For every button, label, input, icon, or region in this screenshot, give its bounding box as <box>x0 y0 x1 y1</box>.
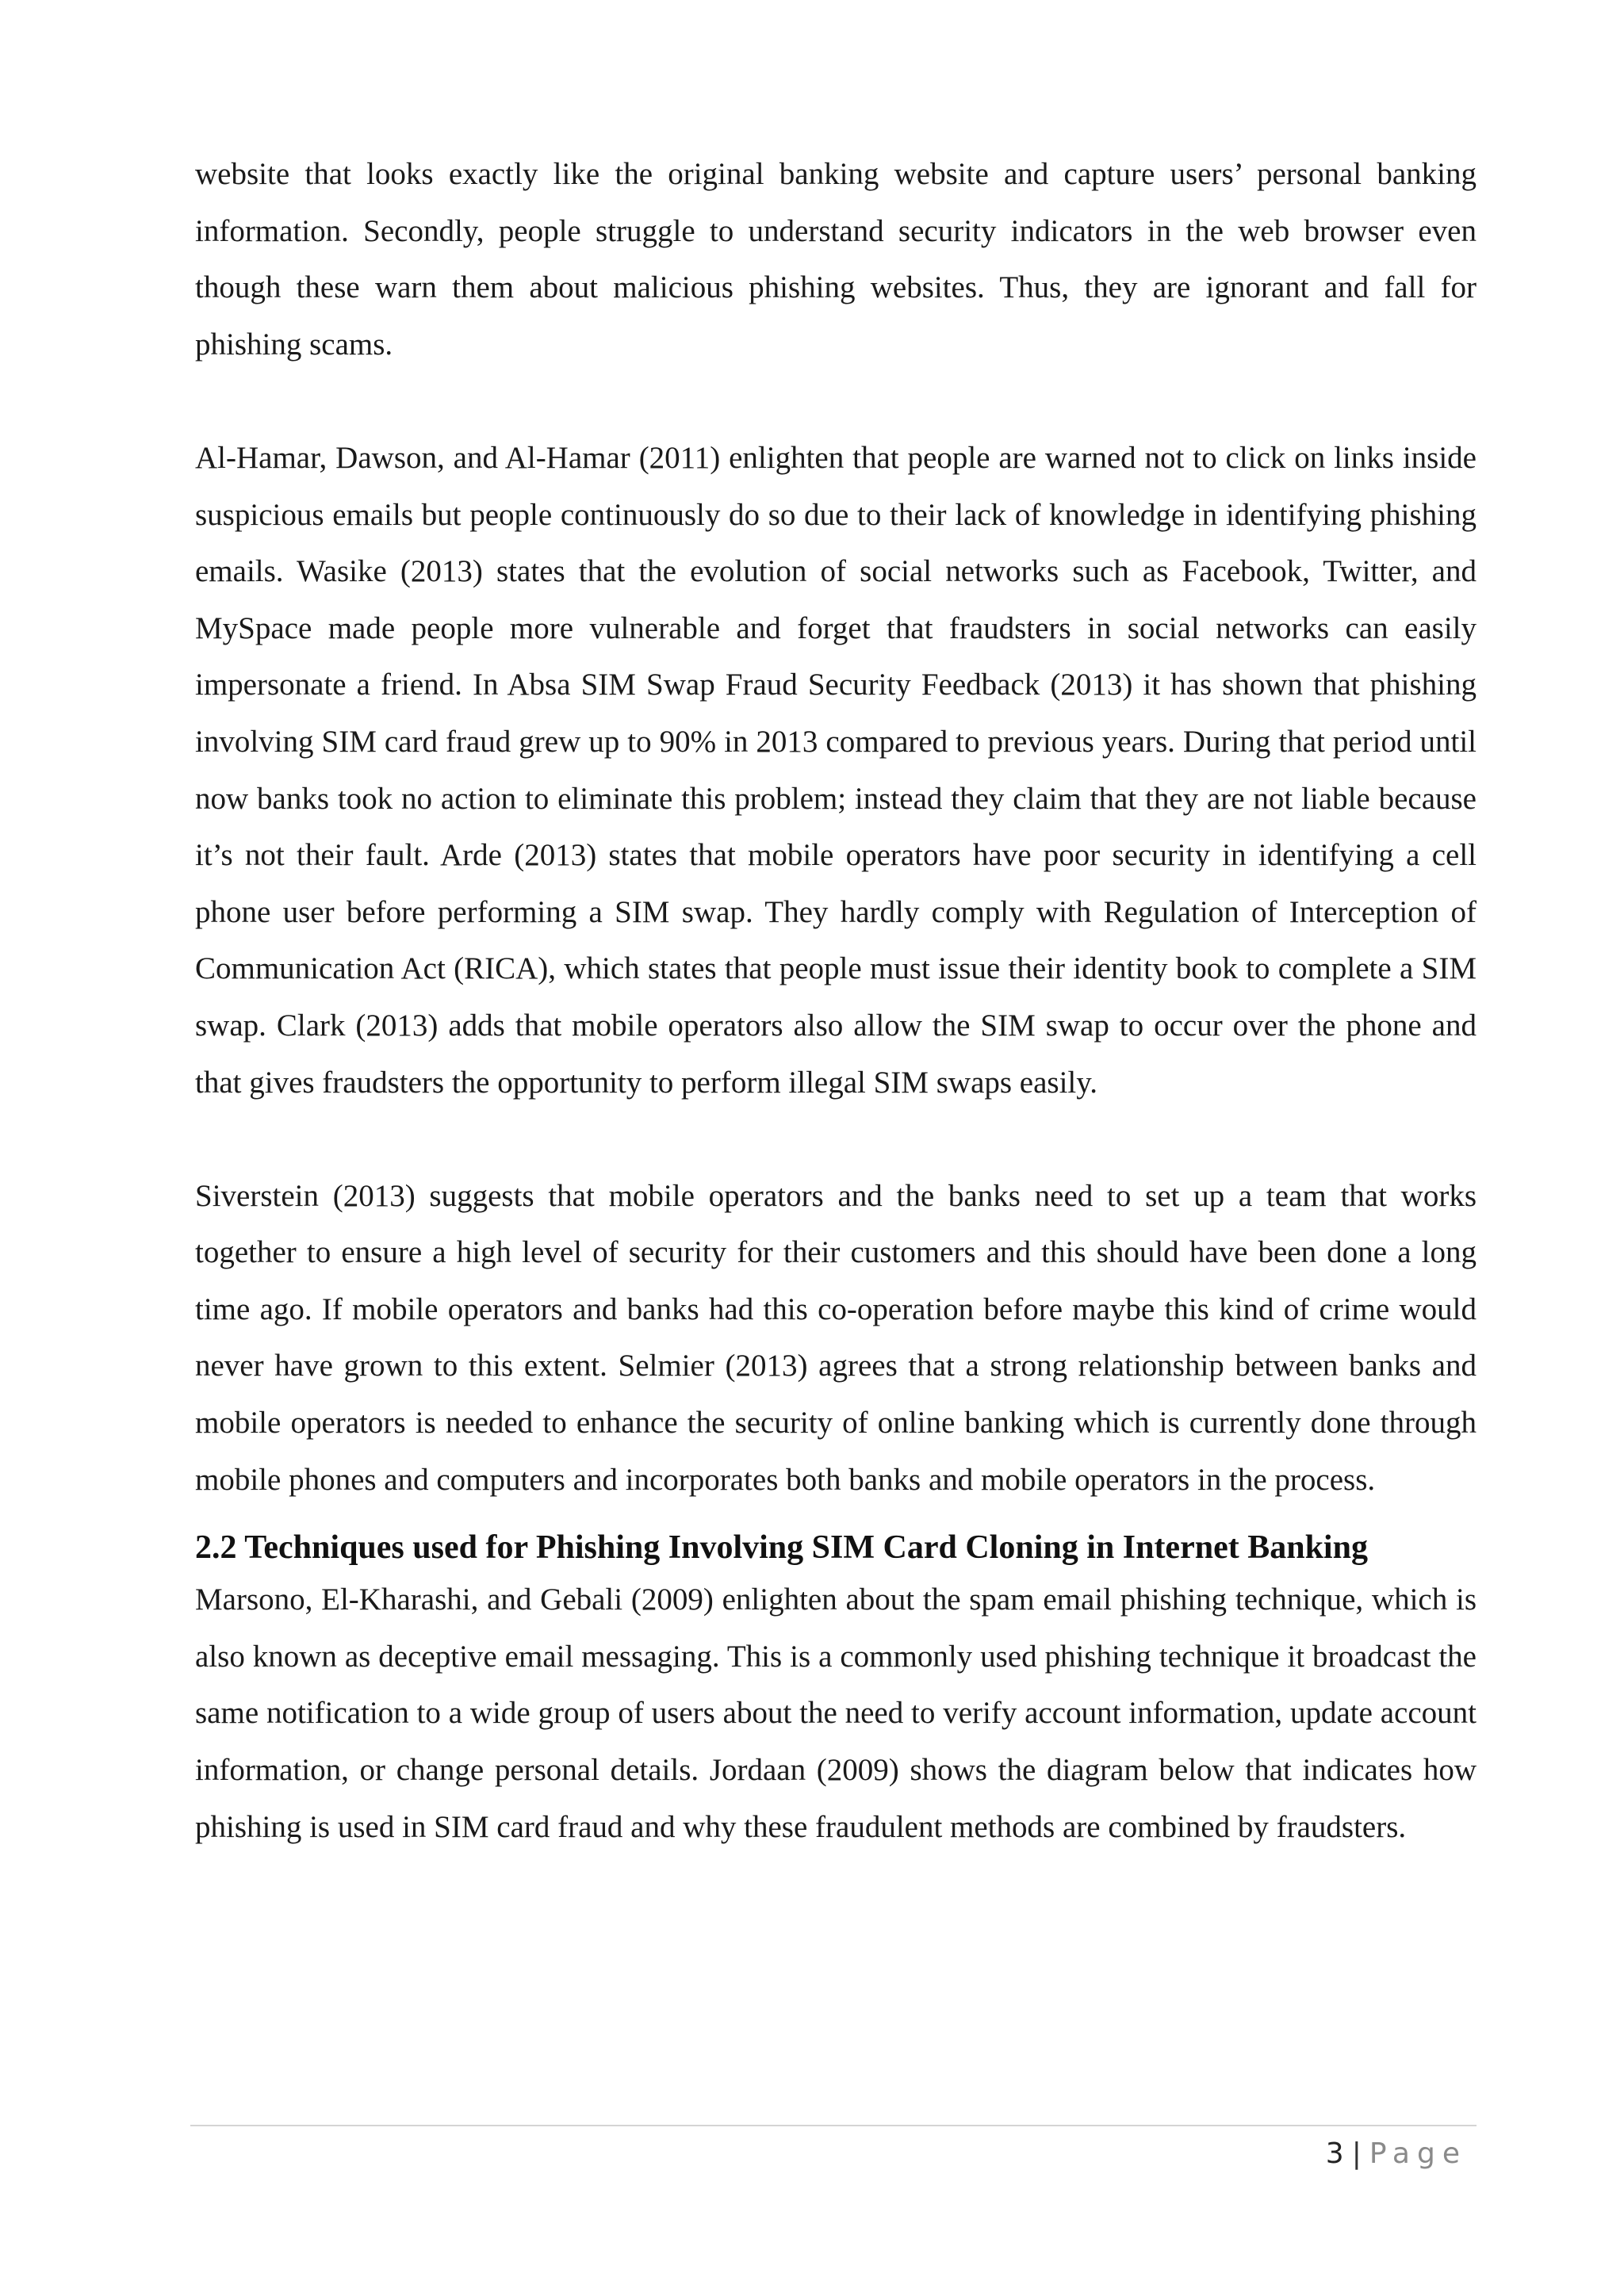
footer-divider <box>190 2125 1477 2126</box>
page-number: 3 <box>1325 2137 1344 2170</box>
paragraph-al-hamar: Al-Hamar, Dawson, and Al-Hamar (2011) enlighten that people are warned not to click on links inside suspicious emails but people continuously do so due to their lack of knowledge in identifying phishing emails. Wasike (2013) states that the evolution of social networks such as Facebook, Twitter, and MySpace made people more vulnerable and forget that fraudsters in social networks can easily impersonate a friend. In Absa SIM Swap Fraud Security Feedback (2013) it has shown that phishing involving SIM card fraud grew up to 90% in 2013 compared to previous years. During that period until now banks took no action to eliminate this problem; instead they claim that they are not liable because it’s not their fault. Arde (2013) states that mobile operators have poor security in identifying a cell phone user before performing a SIM swap. They hardly comply with Regulation of Interception of Communication Act (RICA), which states that people must issue their identity book to complete a SIM swap. Clark (2013) adds that mobile operators also allow the SIM swap to occur over the phone and that gives fraudsters the opportunity to perform illegal SIM swaps easily. <box>195 440 1477 1100</box>
footer-separator: | <box>1351 2137 1362 2170</box>
paragraph-marsono: Marsono, El-Kharashi, and Gebali (2009) enlighten about the spam email phishing technique, which is also known as deceptive email messaging. This is a commonly used phishing technique it broadcast the same notification to a wide group of users about the need to verify account information, update account information, or change personal details. Jordaan (2009) shows the diagram below that indicates how phishing is used in SIM card fraud and why these fraudulent methods are combined by fraudsters. <box>195 1582 1477 1844</box>
paragraph-siverstein: Siverstein (2013) suggests that mobile operators and the banks need to set up a team that works together to ensure a high level of security for their customers and this should have been done a long time ago. If mobile operators and banks had this co-operation before maybe this kind of crime would never have grown to this extent. Selmier (2013) agrees that a strong relationship between banks and mobile operators is needed to enhance the security of online banking which is currently done through mobile phones and computers and incorporates both banks and mobile operators in the process. <box>195 1178 1477 1497</box>
section-heading: 2.2 Techniques used for Phishing Involving SIM Card Cloning in Internet Banking <box>195 1529 1368 1567</box>
page-label: Page <box>1369 2137 1467 2170</box>
page-footer <box>1326 2134 1467 2174</box>
body-text <box>195 146 1477 1855</box>
paragraph-intro: website that looks exactly like the original banking website and capture users’ personal banking information. Secondly, people struggle to understand security indicators in the web browser even though these warn them about malicious phishing websites. Thus, they are ignorant and fall for phishing scams. <box>195 157 1477 362</box>
